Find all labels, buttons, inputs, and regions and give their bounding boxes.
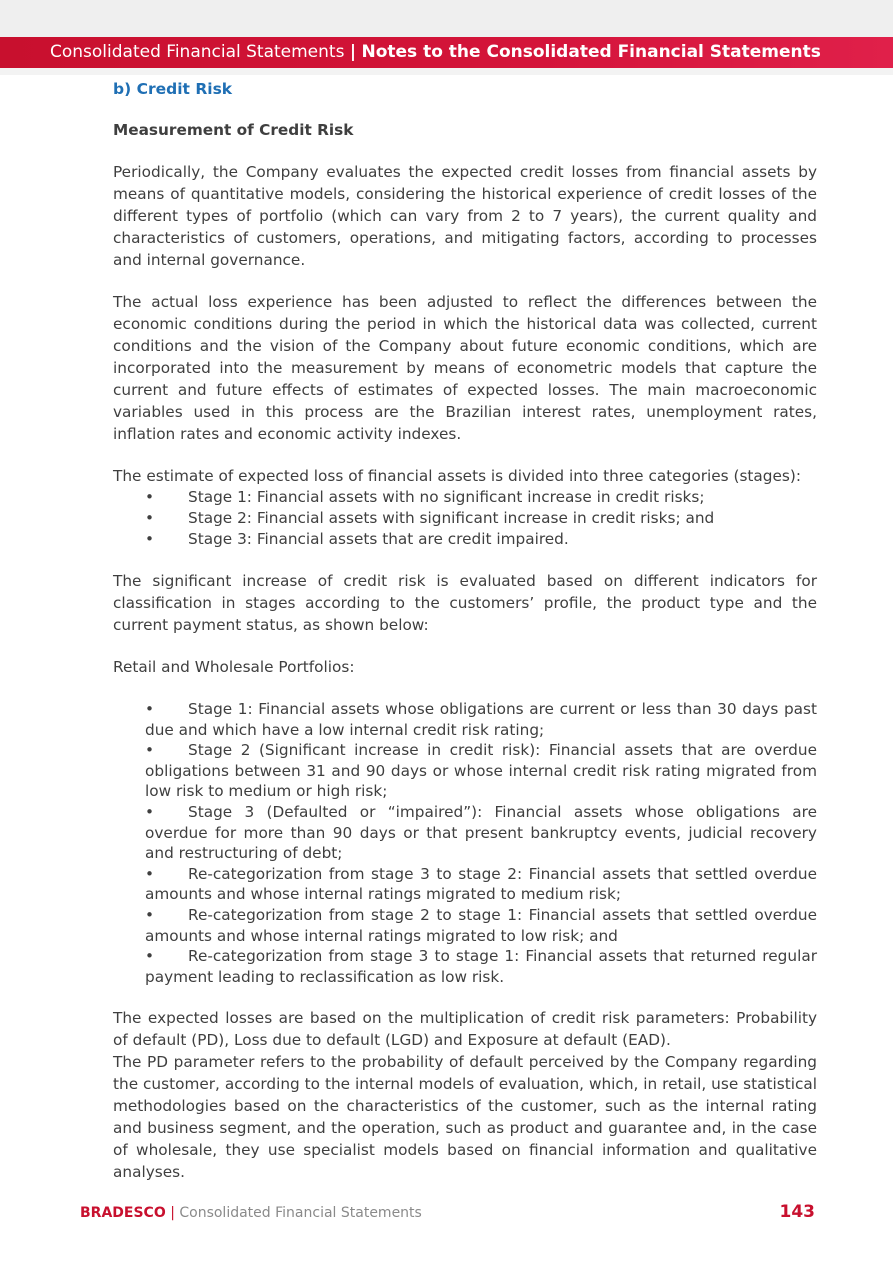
list-item-text: Stage 2 (Significant increase in credit risk): Financial assets that are overdue obligations between 31 and 90 days or whose internal credit risk rating migrated from low risk to medium or high risk; bbox=[145, 741, 817, 801]
footer-document-title: Consolidated Financial Statements bbox=[179, 1205, 422, 1221]
list-item bbox=[145, 487, 817, 508]
list-item-text: Stage 3 (Defaulted or “impaired”): Financial assets whose obligations are overdue for more than 90 days or that present bankruptcy events, judicial recovery and restructuring of debt; bbox=[145, 802, 817, 863]
stages-list bbox=[113, 487, 817, 550]
footer-brand: BRADESCO bbox=[80, 1205, 166, 1221]
list-item-text: Stage 3: Financial assets that are credit impaired. bbox=[188, 530, 569, 548]
header-divider bbox=[0, 68, 893, 75]
footer-separator: | bbox=[170, 1205, 175, 1221]
paragraph-stages-intro: The estimate of expected loss of financial assets is divided into three categories (stages): bbox=[113, 467, 802, 485]
section-title: b) Credit Risk bbox=[113, 80, 233, 98]
bullet-icon: • bbox=[145, 864, 155, 883]
list-item bbox=[145, 905, 817, 946]
list-item-text: Re-categorization from stage 2 to stage 1: Financial assets that settled overdue amounts and whose internal ratings migrated to low risk; and bbox=[145, 905, 817, 945]
list-item bbox=[145, 699, 817, 740]
list-item bbox=[145, 740, 817, 802]
list-item bbox=[145, 508, 817, 529]
paragraph-expected-losses: The expected losses are based on the multiplication of credit risk parameters: Probability of default (PD), Loss due to default (LGD) and Exposure at default (EAD). bbox=[113, 1009, 817, 1050]
bullet-icon: • bbox=[145, 905, 155, 924]
list-item-text: Stage 1: Financial assets whose obligations are current or less than 30 days past due and which have a low internal credit risk rating; bbox=[145, 700, 817, 739]
list-item bbox=[145, 864, 817, 905]
paragraph-pd-parameter: The PD parameter refers to the probability of default perceived by the Company regarding the customer, according to the internal models of evaluation, which, in retail, use statistical methodologies based on the characteristics of the customer, such as the internal rating and business segment, and the operation, such as product and guarantee and, in the case of wholesale, they use specialist models based on financial information and qualitative analyses. bbox=[113, 1053, 817, 1182]
list-item bbox=[145, 946, 817, 987]
list-item bbox=[145, 529, 817, 550]
bullet-icon: • bbox=[145, 700, 155, 718]
list-item-text: Re-categorization from stage 3 to stage 1: Financial assets that returned regular payment leading to reclassification as low risk. bbox=[145, 947, 817, 986]
paragraph-loss-experience: The actual loss experience has been adjusted to reflect the differences between the economic conditions during the period in which the historical data was collected, current conditions and the vision of the Company about future economic conditions, which are incorporated into the measurement by means of econometric models that capture the current and future effects of estimates of expected losses. The main macroeconomic variables used in this process are the Brazilian interest rates, unemployment rates, inflation rates and economic activity indexes. bbox=[113, 293, 817, 443]
bullet-icon: • bbox=[145, 509, 155, 527]
bullet-icon: • bbox=[145, 488, 155, 506]
bullet-icon: • bbox=[145, 947, 155, 966]
list-item-text: Stage 2: Financial assets with significant increase in credit risks; and bbox=[188, 509, 715, 527]
header-document-title: Consolidated Financial Statements bbox=[50, 42, 345, 62]
page-footer bbox=[80, 1205, 422, 1221]
paragraph-significant-increase: The significant increase of credit risk is evaluated based on different indicators for classification in stages according to the customers’ profile, the product type and the current payment status, as shown below: bbox=[113, 572, 817, 634]
page-body bbox=[113, 78, 817, 1183]
bullet-icon: • bbox=[145, 530, 155, 548]
top-margin bbox=[0, 0, 893, 37]
subheading: Measurement of Credit Risk bbox=[113, 121, 354, 139]
header-separator: | bbox=[349, 42, 357, 62]
bullet-icon: • bbox=[145, 802, 155, 821]
page-header bbox=[0, 37, 893, 68]
list-item-text: Stage 1: Financial assets with no significant increase in credit risks; bbox=[188, 488, 705, 506]
list-item-text: Re-categorization from stage 3 to stage 2: Financial assets that settled overdue amounts and whose internal ratings migrated to medium risk; bbox=[145, 864, 817, 904]
bullet-icon: • bbox=[145, 741, 155, 760]
paragraph-portfolios-label: Retail and Wholesale Portfolios: bbox=[113, 658, 355, 676]
portfolio-stages-list bbox=[113, 699, 817, 987]
page-number: 143 bbox=[779, 1202, 815, 1222]
paragraph-evaluation: Periodically, the Company evaluates the expected credit losses from financial assets by means of quantitative models, considering the historical experience of credit losses of the different types of portfolio (which can vary from 2 to 7 years), the current quality and characteristics of customers, operations, and mitigating factors, according to processes and internal governance. bbox=[113, 163, 817, 269]
header-section-title: Notes to the Consolidated Financial Statements bbox=[361, 42, 821, 62]
list-item bbox=[145, 802, 817, 864]
